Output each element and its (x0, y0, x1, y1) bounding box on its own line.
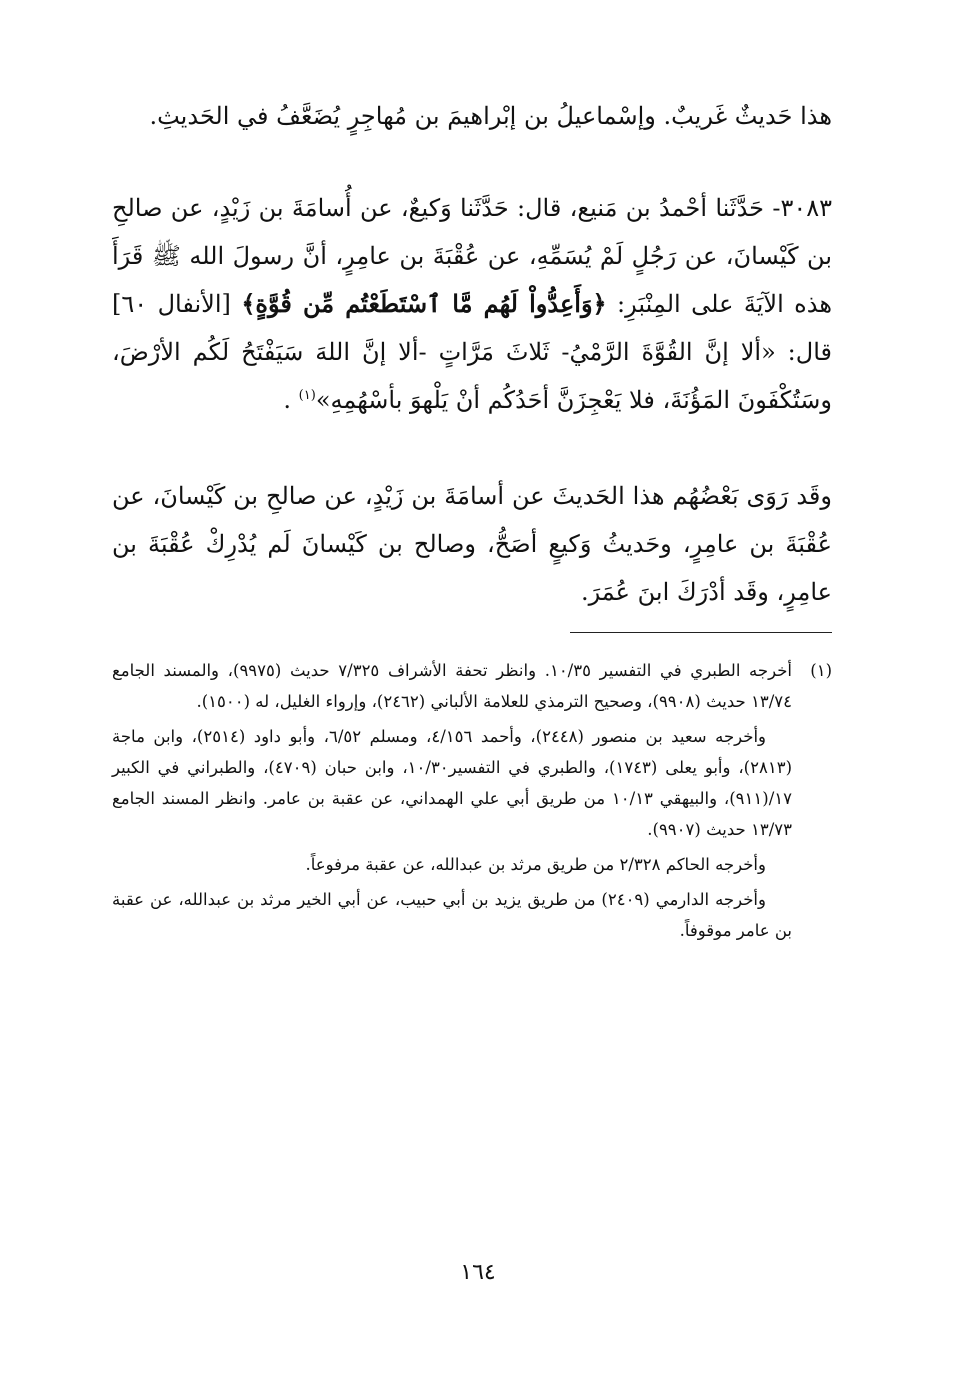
page-number: ١٦٤ (460, 1260, 496, 1285)
paragraph-commentary: وقَد رَوَى بَعْضُهُم هذا الحَديثَ عن أسامَةَ بن زَيْدٍ، عن صالحِ بن كَيْسانَ، عن عُقْبَةَ بن عامِرٍ، وحَديثُ وَكيعٍ أصَحُّ، وصالح بن كَيْسانَ لَم يُدْرِكْ عُقْبَةَ بن عامِرٍ، وقَد أدْرَكَ ابنَ عُمَرَ. (112, 482, 832, 606)
footnote-continued (112, 849, 832, 946)
footnote-number: (١) (810, 661, 832, 680)
footnote-divider (570, 632, 832, 633)
paragraph-grading: هذا حَديثٌ غَريبٌ. وإسْماعيلُ بن إبْراهيمَ بن مُهاجِرٍ يُضَعَّفُ في الحَديثِ. (149, 102, 832, 130)
footnote-reference[interactable]: (١) (298, 388, 316, 403)
main-text (112, 92, 832, 616)
footnote-second: وأخرجه سعيد بن منصور (٢٤٤٨)، وأحمد ٤/١٥٦، ومسلم ٦/٥٢، وأبو داود (٢٥١٤)، وابن ماجة (٢٨١٣)، وأبو يعلى (١٧٤٣)، والطبري في التفسير١٠/٣٠، وابن حبان (٤٧٠٩)، والطبراني في الكبير ١٧/(٩١١)، والبيهقي ١٠/١٣ من طريق أبي علي الهمداني، عن عقبة بن عامر. وانظر المسند الجامع ١٣/٧٣ حديث (٩٩٠٧). (112, 727, 792, 839)
paragraph-hadith (112, 184, 832, 424)
quran-verse: ﴿وَأَعِدُّواْ لَهُم مَّا ٱسْتَطَعْتُم مِّن قُوَّةٍ﴾ (241, 289, 607, 318)
hadith-text-cont: [الأنفال ٦٠] قال: «ألا إنَّ القُوَّةَ الرَّمْيُ- ثَلاثَ مَرَّاتٍ -ألا إنَّ اللهَ سَيَفْتَحُ لَكُم الأرْضَ، وسَتُكْفَونَ المَؤُنَةَ، فلا يَعْجِزَنَّ أحَدُكُم أنْ يَلْهوَ بأسْهُمِهِ» (112, 290, 832, 414)
footnote-first: أخرجه الطبري في التفسير ١٠/٣٥. وانظر تحفة الأشراف ٧/٣٢٥ حديث (٩٩٧٥)، والمسند الجامع ١٣/٧٤ حديث (٩٩٠٨)، وصحيح الترمذي للعلامة الألباني (٢٤٦٢)، وإرواء الغليل، له (١٥٠٠). (112, 661, 792, 711)
footnote-item (112, 655, 832, 845)
footnote-body (112, 655, 792, 845)
footnote-fourth: وأخرجه الدارمي (٢٤٠٩) من طريق يزيد بن أبي حبيب، عن أبي الخير مرثد بن عبدالله، عن عقبة بن عامر موقوفاً. (112, 890, 792, 940)
footnote-third: وأخرجه الحاكم ٢/٣٢٨ من طريق مرثد بن عبدالله، عن عقبة مرفوعاً. (305, 855, 766, 874)
hadith-text: ٣٠٨٣- حَدَّثَنا أحْمدُ بن مَنيع، قال: حَدَّثَنا وَكيعٌ، عن أُسامَةَ بن زَيْدٍ، عن صالحِ بن كَيْسانَ، عن رَجُلٍ لَمْ يُسَمِّهِ، عن عُقْبَةَ بن عامِرٍ، أنَّ رسولَ الله ﷺ قَرَأَ هذه الآيَةَ على المِنْبَرِ: (112, 194, 833, 318)
footnotes (112, 655, 832, 946)
hadith-end: . (283, 386, 299, 414)
